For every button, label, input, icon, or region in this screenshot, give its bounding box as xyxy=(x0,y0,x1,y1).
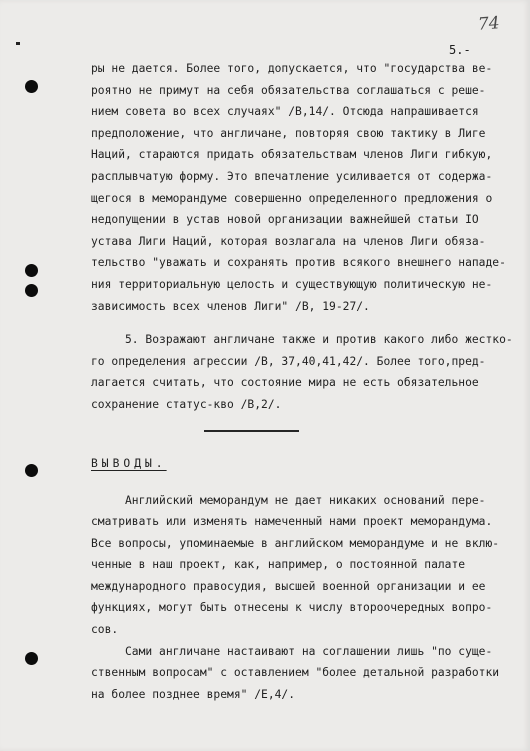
page-number: 5.- xyxy=(449,43,471,57)
paragraph-gap xyxy=(91,478,501,490)
text-line: Сами англичане настаивают на соглашении лишь "по суще- xyxy=(91,644,493,658)
text-line: тельство "уважать и сохранять против всякого внешнего нападе- xyxy=(91,256,506,270)
text-line: ния территориальную целость и существующую политическую не- xyxy=(91,277,493,291)
text-line: на более позднее время" /Е,4/. xyxy=(91,687,296,701)
text-line: международного правосудия, высшей военной организации и ее xyxy=(91,579,486,593)
text-line: нием совета во всех случаях" /В,14/. Отсюда напрашивается xyxy=(91,105,479,119)
text-line: роятно не примут на себя обязательства соглашаться с реше- xyxy=(91,83,486,97)
section-heading: ВЫВОДЫ. xyxy=(91,456,167,470)
text-line: щегося в меморандуме совершенно определенного предложения о xyxy=(91,191,493,205)
text-line: предположение, что англичане, повторяя свою тактику в Лиге xyxy=(91,126,486,140)
punch-hole xyxy=(25,80,38,93)
text-line: ственным вопросам" с оставлением "более детальной разработки xyxy=(91,666,500,680)
document-body xyxy=(91,58,513,705)
text-line: ры не дается. Более того, допускается, что "государства ве- xyxy=(91,62,493,75)
text-line: зависимость всех членов Лиги" /В, 19-27/. xyxy=(91,299,370,313)
text-line: го определения агрессии /В, 37,40,41,42/. Более того,пред- xyxy=(91,354,486,368)
text-line: Английский меморандум не дает никаких оснований пере- xyxy=(91,493,486,507)
paragraph-block-2 xyxy=(91,329,513,415)
text-line: Все вопросы, упоминаемые в английском меморандуме и не вклю- xyxy=(91,536,500,550)
text-line: функциях, могут быть отнесены к числу второочередных вопро- xyxy=(91,601,493,615)
punch-hole xyxy=(25,652,38,665)
text-line: сматривать или изменять намеченный нами проект меморандума. xyxy=(91,515,493,529)
paragraph-block-3 xyxy=(91,490,501,641)
text-line: лагается считать, что состояние мира не есть обязательное xyxy=(91,376,479,390)
text-line: сов. xyxy=(91,623,119,637)
punch-hole xyxy=(25,264,38,277)
archive-number: 74 xyxy=(477,13,501,35)
paragraph-block-4 xyxy=(91,641,501,706)
punch-hole xyxy=(25,464,38,477)
text-line: 5. Возражают англичане также и против какого либо жестко- xyxy=(91,333,513,347)
text-line: Наций, стараются придать обязательствам членов Лиги гибкую, xyxy=(91,148,493,162)
ink-mark xyxy=(16,42,20,45)
paragraph-gap xyxy=(91,317,501,329)
text-line: недопущении в устав новой организации важнейшей статьи IO xyxy=(91,213,479,227)
punch-hole xyxy=(25,284,38,297)
text-line: сохранение статус-кво /В,2/. xyxy=(91,397,282,411)
section-divider xyxy=(91,416,501,450)
divider-line xyxy=(204,430,299,432)
text-line: расплывчатую форму. Это впечатление усиливается от содержа- xyxy=(91,169,493,183)
paragraph-block-1 xyxy=(91,58,506,317)
text-line: ченные в наш проект, как, например, о постоянной палате xyxy=(91,558,466,572)
text-line: устава Лиги Наций, которая возлагала на членов Лиги обяза- xyxy=(91,234,486,248)
